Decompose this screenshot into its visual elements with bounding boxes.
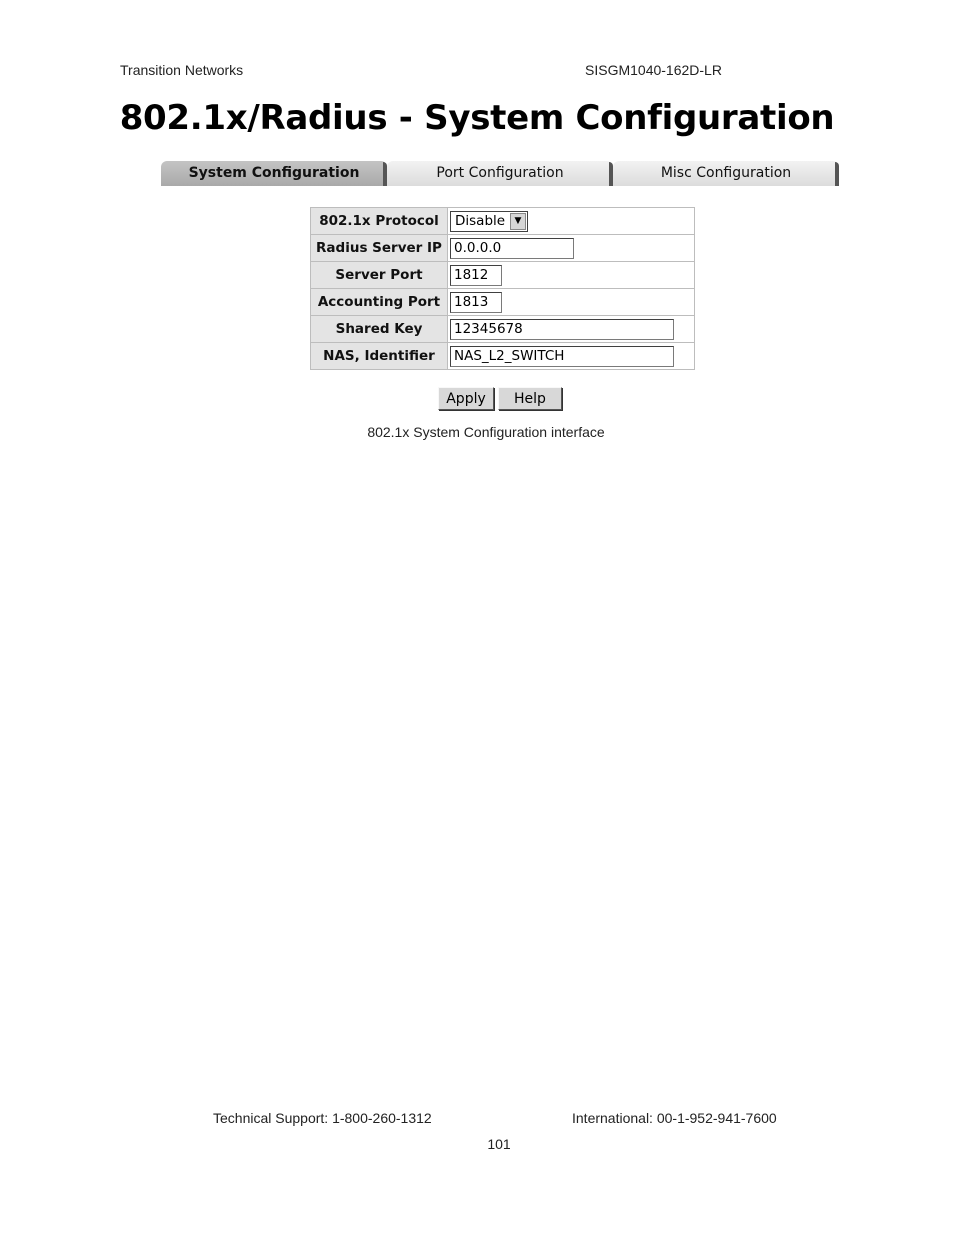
radius-server-ip-input[interactable] <box>450 238 574 259</box>
chevron-down-icon: ▼ <box>510 213 526 230</box>
figure-caption: 802.1x System Configuration interface <box>367 424 605 440</box>
table-row <box>311 289 695 316</box>
server-port-label: Server Port <box>311 262 448 289</box>
footer-support: Technical Support: 1-800-260-1312 <box>213 1110 432 1126</box>
server-port-input[interactable] <box>450 265 502 286</box>
button-row <box>438 387 562 410</box>
table-row <box>311 208 695 235</box>
table-row <box>311 262 695 289</box>
header-model: SISGM1040-162D-LR <box>585 62 722 78</box>
footer-international: International: 00-1-952-941-7600 <box>572 1110 777 1126</box>
config-table <box>310 207 695 370</box>
shared-key-input[interactable] <box>450 319 674 340</box>
help-button[interactable]: Help <box>498 387 562 410</box>
nas-identifier-label: NAS, Identifier <box>311 343 448 370</box>
nas-identifier-input[interactable] <box>450 346 674 367</box>
tab-bar <box>161 161 839 186</box>
table-row <box>311 235 695 262</box>
protocol-label: 802.1x Protocol <box>311 208 448 235</box>
protocol-select[interactable] <box>450 211 528 232</box>
tab-port-configuration[interactable]: Port Configuration <box>387 161 613 186</box>
accounting-port-input[interactable] <box>450 292 502 313</box>
page-number: 101 <box>487 1136 511 1152</box>
tab-system-configuration[interactable]: System Configuration <box>161 161 387 186</box>
radius-server-ip-label: Radius Server IP <box>311 235 448 262</box>
accounting-port-label: Accounting Port <box>311 289 448 316</box>
tab-misc-configuration[interactable]: Misc Configuration <box>613 161 839 186</box>
header-company: Transition Networks <box>120 62 244 78</box>
table-row <box>311 343 695 370</box>
table-row <box>311 316 695 343</box>
shared-key-label: Shared Key <box>311 316 448 343</box>
apply-button[interactable]: Apply <box>438 387 494 410</box>
page-title: 802.1x/Radius - System Configuration <box>119 98 835 138</box>
protocol-select-value: Disable <box>455 213 506 229</box>
